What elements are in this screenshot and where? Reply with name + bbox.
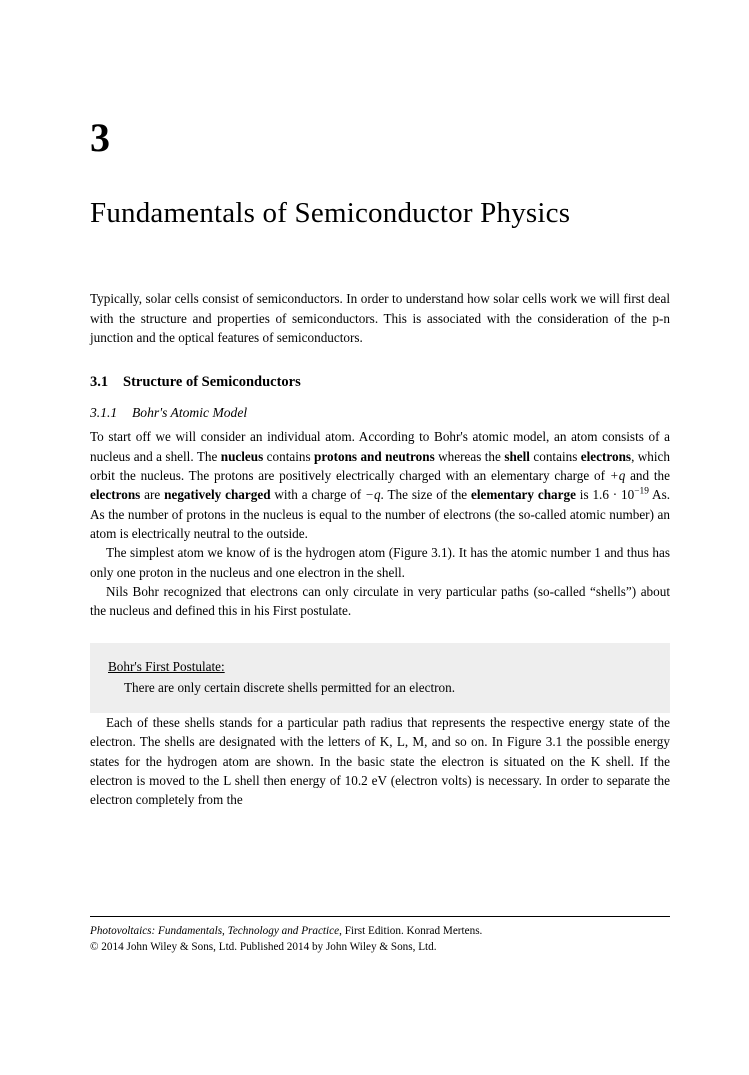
page-content — [90, 0, 670, 1075]
chapter-number: 3 — [90, 115, 110, 160]
footnote-line-2: © 2014 John Wiley & Sons, Ltd. Published 2014 by John Wiley & Sons, Ltd. — [90, 940, 437, 953]
subsection-heading — [90, 404, 670, 422]
callout-text: There are only certain discrete shells permitted for an electron. — [124, 679, 456, 695]
paragraph-atomic-model — [90, 427, 670, 543]
intro-paragraph: Typically, solar cells consist of semiconductors. In order to understand how solar cells work we will first deal with the structure and properties of semiconductors. This is associated with the consideration of the p-n junction and the optical features of semiconductors. — [90, 291, 670, 345]
bold-run: shell — [504, 448, 530, 464]
paragraph-shell-energies: Each of these shells stands for a particular path radius that represents the respective energy state of the electron. The shells are designated with the letters of K, L, M, and so on. In Figure 3.1 the possible energy states for the hydrogen atom are shown. In the basic state the electron is situated on the K shell. If the electron is moved to the L shell then energy of 10.2 eV (electron volts) is necessary. In order to separate the electron completely from the — [90, 714, 670, 808]
footnote-edition: , First Edition. Konrad Mertens. — [339, 925, 483, 937]
text-run: contains — [529, 448, 581, 464]
callout-title: Bohr's First Postulate: — [108, 658, 225, 674]
paragraph-bohr-shells: Nils Bohr recognized that electrons can only circulate in very particular paths (so-called “shells”) about the nucleus and defined this in his First postulate. — [90, 583, 670, 619]
text-run: contains — [263, 448, 315, 464]
text-run: . The size of the — [380, 487, 472, 503]
callout-box — [90, 643, 670, 713]
footnote — [90, 924, 670, 955]
subsection-number: 3.1.1 — [90, 404, 118, 420]
bold-run: nucleus — [220, 448, 264, 464]
text-run: with a charge of — [270, 487, 366, 503]
paragraph-hydrogen-atom: The simplest atom we know of is the hydrogen atom (Figure 3.1). It has the atomic number 1 and thus has only one proton in the nucleus and one electron in the shell. — [90, 545, 670, 580]
text-run: is 1.6 · 10 — [575, 487, 635, 503]
text-run: To start off we will consider an individual atom. According to Bohr's atomic model, an atom consists of a nucleus and a shell. The — [90, 429, 670, 464]
section-title: Structure of Semiconductors — [123, 373, 301, 390]
text-run: whereas the — [434, 448, 505, 464]
bold-run: negatively charged — [164, 487, 271, 503]
bold-run: electrons — [90, 487, 141, 503]
italic-run: −q — [365, 487, 381, 503]
superscript-run: −19 — [634, 486, 649, 497]
chapter-title: Fundamentals of Semiconductor Physics — [90, 197, 571, 229]
section-number: 3.1 — [90, 373, 109, 390]
footnote-book-title: Photovoltaics: Fundamentals, Technology and Practice — [90, 925, 340, 937]
bold-run: protons and neutrons — [314, 448, 435, 464]
bold-run: electrons — [580, 448, 632, 464]
footnote-divider — [90, 916, 670, 917]
italic-run: +q — [609, 467, 626, 483]
section-heading — [90, 373, 670, 392]
text-run: are — [140, 487, 165, 503]
text-run: As. As the number of protons in the nucleus is equal to the number of electrons (the so-called atomic number) an atom is electrically neutral to the outside. — [90, 487, 671, 541]
footnote-line-1 — [90, 924, 670, 940]
text-run: , which orbit the nucleus. The protons are positively electrically charged with an elementary charge of — [90, 448, 671, 483]
bold-run: elementary charge — [471, 487, 576, 503]
subsection-title: Bohr's Atomic Model — [132, 404, 248, 420]
text-run: and the — [625, 467, 670, 483]
